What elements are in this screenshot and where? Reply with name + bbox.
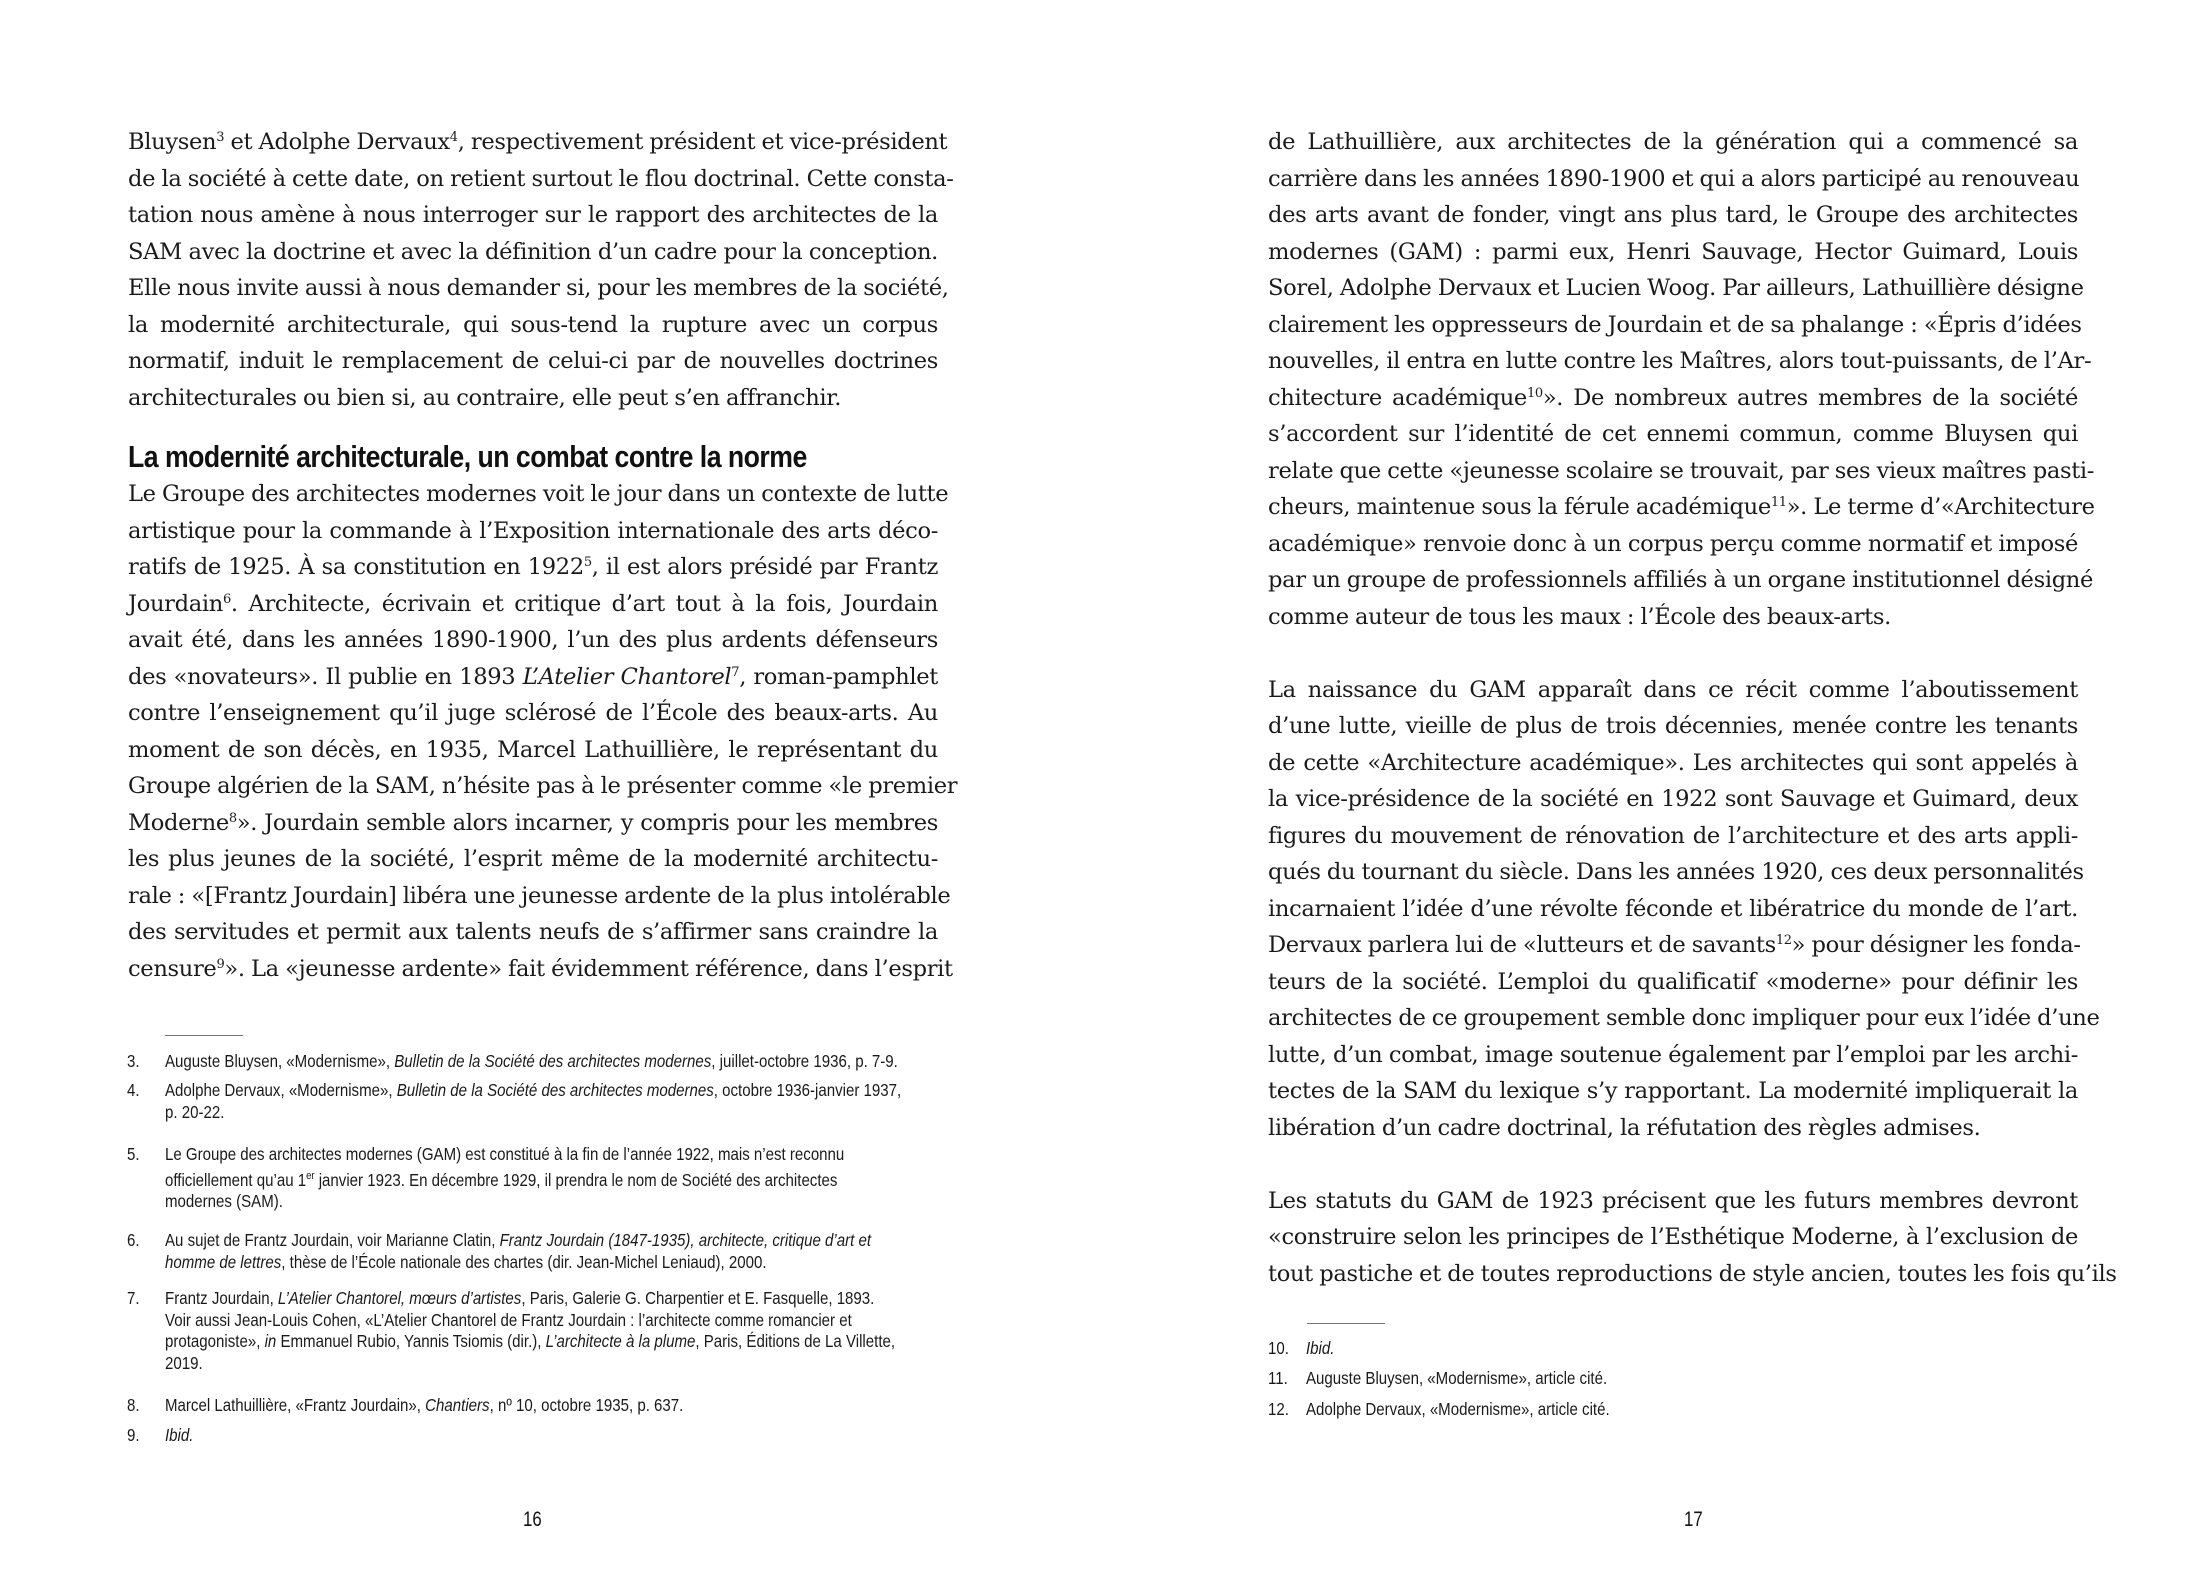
text-run: Dervaux parlera lui de «lutteurs et de savants — [1268, 932, 1776, 958]
footnote-number: 11. — [1268, 1368, 1288, 1388]
body-line: libération d’un cadre doctrinal, la réfutation des règles admises. — [1268, 1114, 1981, 1141]
footnote-line: Frantz Jourdain, L’Atelier Chantorel, mœurs d’artistes, Paris, Galerie G. Charpentier et E. Fasquelle, 1893. — [165, 1288, 875, 1308]
body-line — [1268, 927, 2081, 963]
text-run: ». Jourdain semble alors incarner, y compris pour les membres — [236, 809, 938, 836]
body-line: architectes de ce groupement semble donc impliquer pour eux l’idée d’une — [1268, 1005, 2100, 1031]
body-line: tation nous amène à nous interroger sur le rapport des architectes de la — [128, 202, 938, 228]
text-run: , respectivement président et vice-président — [457, 129, 948, 155]
italic-title: in — [264, 1331, 277, 1351]
page-number: 17 — [1684, 1508, 1703, 1531]
text-run: ». Le terme d’«Architecture — [1786, 494, 2095, 520]
footnote-line: Marcel Lathuillière, «Frantz Jourdain», Chantiers, nº 10, octobre 1935, p. 637. — [165, 1395, 684, 1415]
footnote-text — [165, 1288, 939, 1374]
footnote-number: 4. — [127, 1080, 140, 1100]
italic-title: L’architecte à la plume — [545, 1331, 696, 1351]
book-title: L’Atelier Chantorel — [522, 663, 732, 690]
footnote-separator — [1307, 1323, 1385, 1324]
footnote-ref-9[interactable]: 9 — [216, 956, 225, 972]
body-line — [1268, 489, 2095, 525]
body-line: la vice-présidence de la société en 1922 sont Sauvage et Guimard, deux — [1268, 786, 2078, 812]
body-line: Le Groupe des architectes modernes voit le jour dans un contexte de lutte — [128, 481, 949, 507]
body-line: par un groupe de professionnels affiliés à un organe institutionnel désigné — [1268, 567, 2094, 593]
footnote-line: homme de lettres, thèse de l’École nationale des chartes (dir. Jean-Michel Leniaud), 2000. — [165, 1251, 767, 1272]
footnote-line: officiellement qu’au 1er janvier 1923. En décembre 1929, il prendra le nom de Société des architectes — [165, 1169, 838, 1190]
left-page — [0, 0, 1102, 1575]
footnote-text — [1306, 1399, 2080, 1421]
text-run: et Adolphe Dervaux — [224, 129, 450, 155]
footnote-number: 8. — [127, 1395, 140, 1415]
footnote-text — [165, 1230, 939, 1273]
body-line: comme auteur de tous les maux : l’École des beaux-arts. — [1268, 603, 1891, 630]
text-run: Moderne — [128, 809, 229, 836]
footnote-ref-10[interactable]: 10 — [1526, 385, 1543, 401]
body-line: de Lathuillière, aux architectes de la génération qui a commencé sa — [1268, 129, 2078, 155]
text-run: ». De nombreux autres membres de la société — [1542, 384, 2078, 411]
body-line: architecturales ou bien si, au contraire, elle peut s’en affranchir. — [128, 384, 842, 411]
body-line: normatif, induit le remplacement de celui-ci par de nouvelles doctrines — [128, 348, 938, 374]
footnote-text — [165, 1395, 939, 1417]
body-line: les plus jeunes de la société, l’esprit même de la modernité architectu- — [128, 846, 938, 872]
body-line: rale : «[Frantz Jourdain] libéra une jeunesse ardente de la plus intolérable — [128, 882, 951, 909]
text-run: ratifs de 1925. À sa constitution en 1922 — [128, 554, 584, 580]
italic-title: Chantiers — [425, 1395, 490, 1415]
italic-title: homme de lettres — [165, 1251, 282, 1272]
body-line: de cette «Architecture académique». Les architectes qui sont appelés à — [1268, 749, 2078, 776]
footnote-number: 5. — [127, 1144, 140, 1164]
footnote-line: Adolphe Dervaux, «Modernisme», Bulletin de la Société des architectes modernes, octobre 1936-janvier 1937, — [165, 1080, 902, 1100]
body-line: relate que cette «jeunesse scolaire se trouvait, par ses vieux maîtres pasti- — [1268, 457, 2095, 484]
body-line: figures du mouvement de rénovation de l’architecture et des arts appli- — [1268, 822, 2078, 849]
body-line: nouvelles, il entra en lutte contre les Maîtres, alors tout-puissants, de l’Ar- — [1268, 348, 2092, 374]
footnote-ref-12[interactable]: 12 — [1775, 933, 1792, 949]
footnote-number: 3. — [127, 1051, 140, 1071]
body-line: lutte, d’un combat, image soutenue également par l’emploi par les archi- — [1268, 1041, 2078, 1068]
body-line — [128, 549, 938, 585]
italic-title: Ibid. — [165, 1425, 194, 1445]
body-line: SAM avec la doctrine et avec la définition d’un cadre pour la conception. — [128, 238, 938, 265]
italic-title: Frantz Jourdain (1847-1935), architecte, critique d’art et — [499, 1230, 872, 1250]
text-run: censure — [128, 955, 217, 982]
footnote-ref-11[interactable]: 11 — [1770, 495, 1787, 511]
footnote-ref-4[interactable]: 4 — [449, 130, 458, 146]
text-run: » pour désigner les fonda- — [1791, 932, 2081, 958]
footnote-line: Au sujet de Frantz Jourdain, voir Marianne Clatin, Frantz Jourdain (1847-1935), architecte, critique d’art et — [165, 1230, 872, 1250]
body-line: des servitudes et permit aux talents neufs de s’affirmer sans craindre la — [128, 919, 938, 945]
footnote-line: modernes (SAM). — [165, 1190, 283, 1211]
footnote-text — [165, 1080, 939, 1123]
body-line: La naissance du GAM apparaît dans ce récit comme l’aboutissement — [1268, 676, 2078, 703]
footnote-text — [165, 1051, 939, 1073]
page-number: 16 — [523, 1508, 542, 1531]
text-run: , roman-pamphlet — [739, 663, 938, 690]
footnote-text — [1306, 1368, 2080, 1390]
text-run: , il est alors présidé par Frantz — [591, 554, 939, 580]
body-line: académique» renvoie donc à un corpus perçu comme normatif et imposé — [1268, 530, 2078, 557]
footnote-text — [165, 1425, 939, 1447]
body-line: d’une lutte, vieille de plus de trois décennies, menée contre les tenants — [1268, 713, 2078, 739]
footnote-ref-3[interactable]: 3 — [216, 130, 225, 146]
text-run: Bluysen — [128, 129, 217, 155]
body-line: la modernité architecturale, qui sous-tend la rupture avec un corpus — [128, 311, 938, 338]
footnote-ref-8[interactable]: 8 — [228, 810, 237, 826]
body-line: modernes (GAM) : parmi eux, Henri Sauvage, Hector Guimard, Louis — [1268, 238, 2078, 265]
text-run: ». La «jeunesse ardente» fait évidemment référence, dans l’esprit — [224, 955, 953, 982]
footnote-number: 12. — [1268, 1399, 1289, 1419]
footnote-number: 10. — [1268, 1338, 1289, 1358]
body-line: carrière dans les années 1890-1900 et qui a alors participé au renouveau — [1268, 165, 2080, 192]
body-line: Elle nous invite aussi à nous demander si, pour les membres de la société, — [128, 275, 949, 301]
section-heading: La modernité architecturale, un combat contre la norme — [128, 439, 807, 474]
footnote-text — [1306, 1338, 2080, 1360]
body-line: «construire selon les principes de l’Esthétique Moderne, à l’exclusion de — [1268, 1224, 2078, 1250]
italic-title: Ibid. — [1306, 1338, 1335, 1358]
footnote-line: protagoniste», in Emmanuel Rubio, Yannis Tsiomis (dir.), L’architecte à la plume, Paris, Éditions de La Villette, — [165, 1331, 896, 1351]
body-line: teurs de la société. L’emploi du qualificatif «moderne» pour définir les — [1268, 968, 2078, 995]
body-line — [128, 805, 938, 841]
body-line: tectes de la SAM du lexique s’y rapportant. La modernité impliquerait la — [1268, 1078, 2078, 1104]
body-line: de la société à cette date, on retient surtout le flou doctrinal. Cette consta- — [128, 165, 954, 192]
text-run: Jourdain — [128, 590, 223, 617]
body-line — [128, 124, 948, 160]
italic-title: L’Atelier Chantorel, mœurs d’artistes — [277, 1288, 522, 1308]
footnote-number: 7. — [127, 1288, 140, 1308]
footnote-separator — [165, 1035, 243, 1036]
text-run: cheurs, maintenue sous la férule académique — [1268, 494, 1771, 520]
body-line — [128, 951, 953, 987]
body-line — [1268, 380, 2078, 416]
right-page — [1103, 0, 2205, 1575]
italic-title: Bulletin de la Société des architectes modernes — [394, 1051, 712, 1071]
body-line: avait été, dans les années 1890-1900, l’un des plus ardents défenseurs — [128, 627, 938, 653]
body-line: artistique pour la commande à l’Exposition internationale des arts déco- — [128, 517, 938, 544]
body-line — [128, 659, 938, 695]
body-line: tout pastiche et de toutes reproductions de style ancien, toutes les fois qu’ils — [1268, 1260, 2117, 1287]
footnote-line: Voir aussi Jean-Louis Cohen, «L’Atelier Chantorel de Frantz Jourdain : l’architecte comme romancier et — [165, 1309, 852, 1330]
body-line: Groupe algérien de la SAM, n’hésite pas à le présenter comme «le premier — [128, 773, 958, 799]
italic-title: Bulletin de la Société des architectes modernes — [396, 1080, 714, 1100]
body-line: moment de son décès, en 1935, Marcel Lathuillière, le représentant du — [128, 736, 938, 763]
body-line: Sorel, Adolphe Dervaux et Lucien Woog. Par ailleurs, Lathuillière désigne — [1268, 275, 2084, 301]
footnote-line: 2019. — [165, 1352, 203, 1373]
body-line — [128, 586, 938, 622]
footnote-line: Adolphe Dervaux, «Modernisme», article cité. — [1306, 1399, 1610, 1419]
body-line: s’accordent sur l’identité de cet ennemi commun, comme Bluysen qui — [1268, 421, 2078, 447]
superscript: er — [306, 1169, 315, 1182]
footnote-ref-7[interactable]: 7 — [731, 664, 740, 680]
body-line: Les statuts du GAM de 1923 précisent que les futurs membres devront — [1268, 1187, 2078, 1214]
footnote-ref-5[interactable]: 5 — [583, 555, 592, 571]
footnote-line — [165, 1425, 939, 1447]
body-line: qués du tournant du siècle. Dans les années 1920, ces deux personnalités — [1268, 859, 2084, 885]
footnote-line: Le Groupe des architectes modernes (GAM) est constitué à la fin de l’année 1922, mais n’est reconnu — [165, 1144, 845, 1164]
body-line: incarnaient l’idée d’une révolte féconde et libératrice du monde de l’art. — [1268, 895, 2078, 922]
footnote-line: Auguste Bluysen, «Modernisme», article cité. — [1306, 1368, 1608, 1388]
footnote-line: p. 20-22. — [165, 1101, 225, 1122]
footnote-line — [1306, 1338, 2080, 1360]
footnote-number: 9. — [127, 1425, 140, 1445]
footnote-text — [165, 1144, 939, 1212]
text-run: chitecture académique — [1268, 384, 1527, 411]
text-run: . Architecte, écrivain et critique d’art tout à la fois, Jourdain — [230, 590, 938, 617]
body-line: contre l’enseignement qu’il juge sclérosé de l’École des beaux-arts. Au — [128, 700, 938, 726]
text-run: des «novateurs». Il publie en 1893 — [128, 663, 516, 690]
body-line: clairement les oppresseurs de Jourdain et de sa phalange : «Épris d’idées — [1268, 311, 2082, 338]
footnote-ref-6[interactable]: 6 — [222, 591, 231, 607]
footnote-line: Auguste Bluysen, «Modernisme», Bulletin de la Société des architectes modernes, juillet-octobre 1936, p. 7-9. — [165, 1051, 898, 1071]
body-line: des arts avant de fonder, vingt ans plus tard, le Groupe des architectes — [1268, 202, 2078, 228]
footnote-number: 6. — [127, 1230, 140, 1250]
